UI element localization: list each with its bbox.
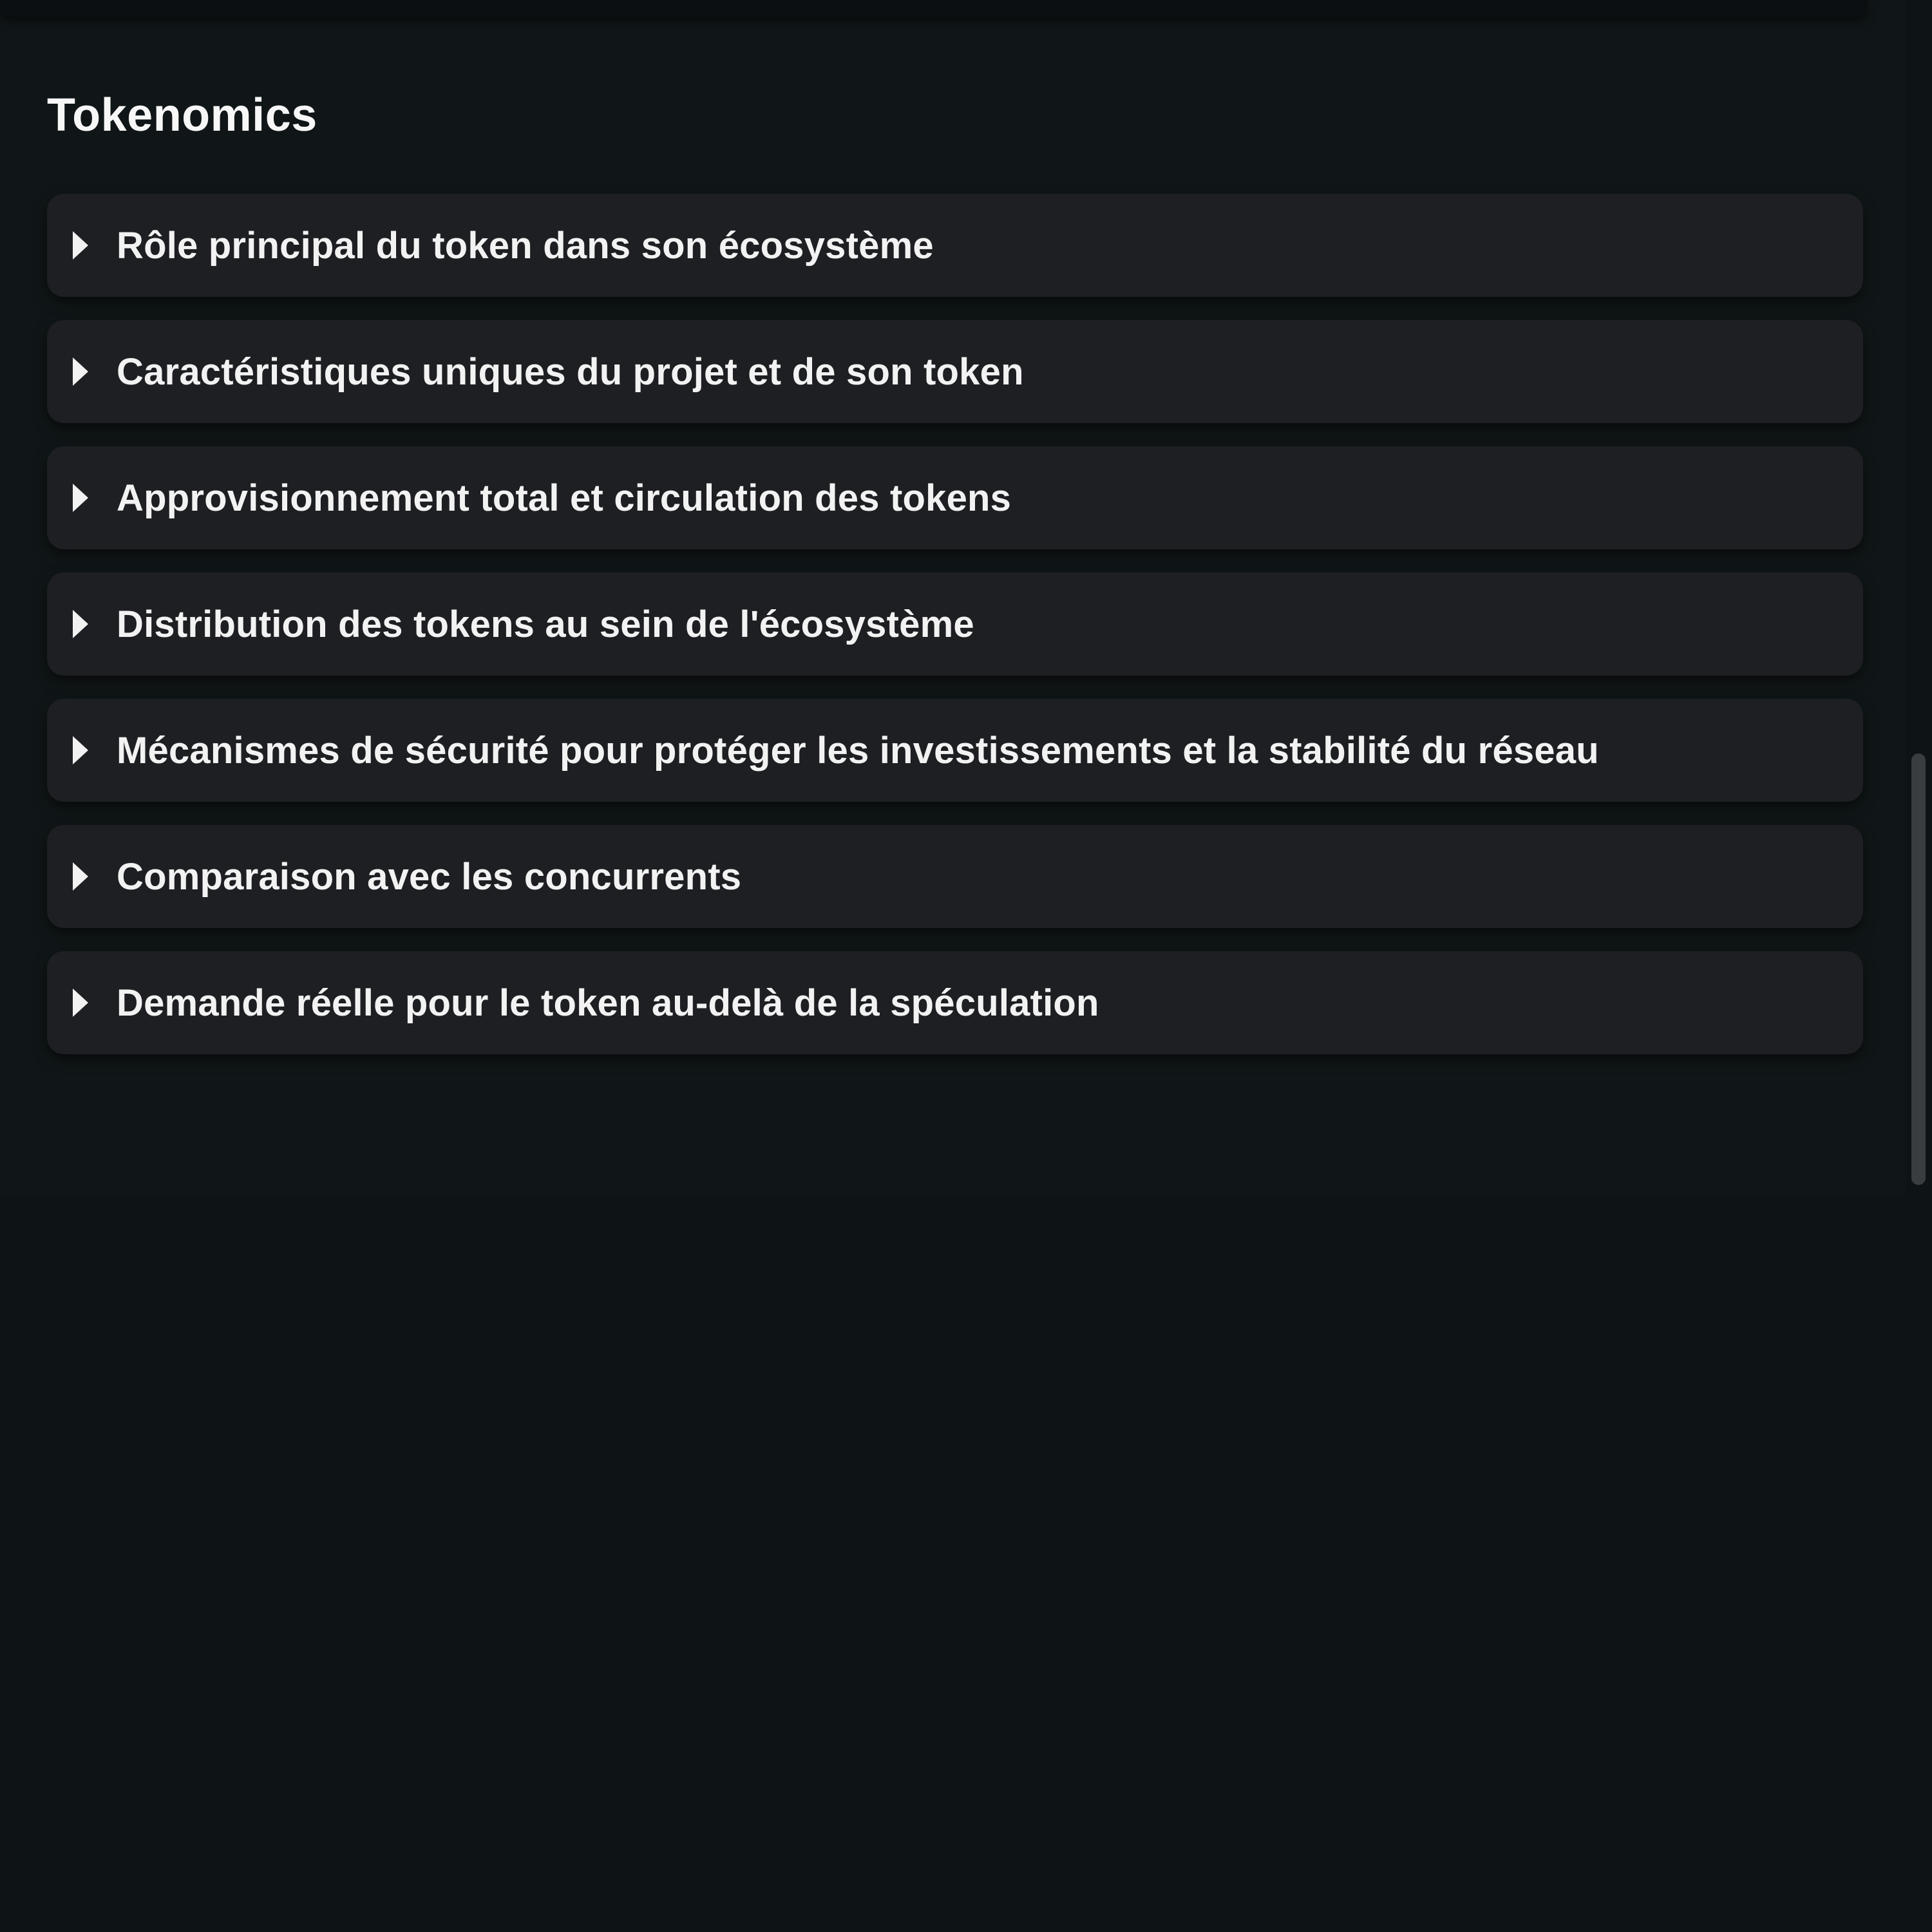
caret-right-icon [73,357,88,386]
accordion-item-comparison[interactable] [47,825,1863,928]
accordion-item-security[interactable] [47,699,1863,802]
accordion-item-supply[interactable] [47,446,1863,549]
accordion-item-label: Comparaison avec les concurrents [117,855,742,898]
accordion-item-label: Caractéristiques uniques du projet et de son token [117,350,1024,393]
scrollbar-thumb[interactable] [1911,753,1926,1185]
caret-right-icon [73,610,88,638]
accordion-item-label: Distribution des tokens au sein de l'écosystème [117,603,974,645]
accordion-item-label: Mécanismes de sécurité pour protéger les investissements et la stabilité du réseau [117,729,1599,772]
accordion-item-demand[interactable] [47,951,1863,1054]
accordion-item-role[interactable] [47,194,1863,297]
accordion-item-distribution[interactable] [47,573,1863,676]
caret-right-icon [73,736,88,764]
accordion-item-label: Rôle principal du token dans son écosystème [117,224,934,267]
top-card-edge [0,0,1868,17]
tokenomics-accordion [47,194,1863,1077]
caret-right-icon [73,989,88,1017]
accordion-item-characteristics[interactable] [47,320,1863,423]
accordion-item-label: Demande réelle pour le token au-delà de la spéculation [117,981,1099,1024]
accordion-item-label: Approvisionnement total et circulation des tokens [117,477,1012,519]
caret-right-icon [73,231,88,260]
section-title: Tokenomics [47,90,317,141]
caret-right-icon [73,484,88,512]
caret-right-icon [73,862,88,891]
